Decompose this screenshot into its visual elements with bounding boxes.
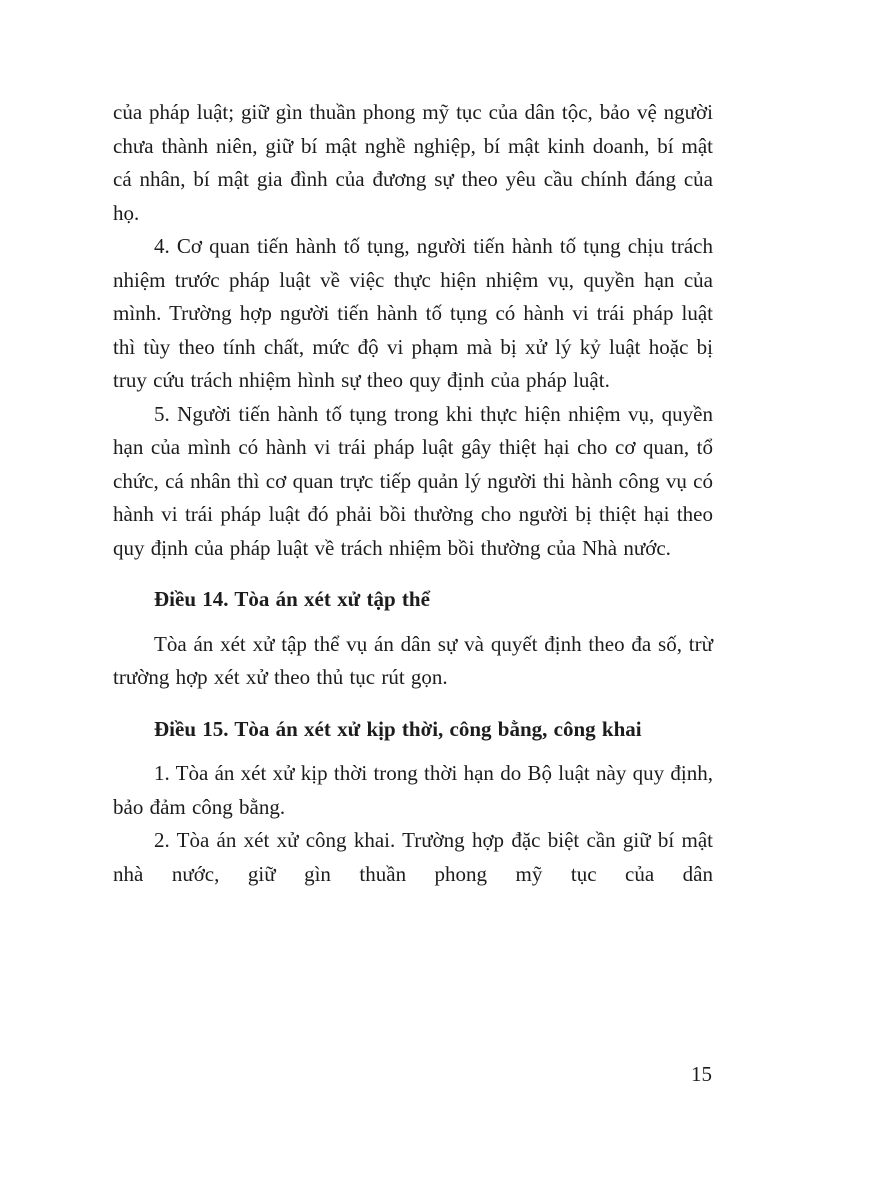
paragraph-dieu-14-body: Tòa án xét xử tập thể vụ án dân sự và quyết định theo đa số, trừ trường hợp xét xử theo thủ tục rút gọn. xyxy=(113,631,713,689)
text-content xyxy=(113,96,713,891)
paragraph-dieu-15-clause-2: 2. Tòa án xét xử công khai. Trường hợp đặc biệt cần giữ bí mật nhà nước, giữ gìn thuần phong mỹ tục của dân xyxy=(113,828,713,886)
paragraph-continuation: của pháp luật; giữ gìn thuần phong mỹ tục của dân tộc, bảo vệ người chưa thành niên, giữ bí mật nghề nghiệp, bí mật kinh doanh, bí mật cá nhân, bí mật gia đình của đương sự theo yêu cầu chính đáng của họ. xyxy=(113,100,713,225)
paragraph-clause-5: 5. Người tiến hành tố tụng trong khi thực hiện nhiệm vụ, quyền hạn của mình có hành vi trái pháp luật gây thiệt hại cho cơ quan, tổ chức, cá nhân thì cơ quan trực tiếp quản lý người thi hành công vụ có hành vi trái pháp luật đó phải bồi thường cho người bị thiệt hại theo quy định của pháp luật về trách nhiệm bồi thường của Nhà nước. xyxy=(113,401,713,560)
paragraph-clause-4: 4. Cơ quan tiến hành tố tụng, người tiến hành tố tụng chịu trách nhiệm trước pháp luật về việc thực hiện nhiệm vụ, quyền hạn của mình. Trường hợp người tiến hành tố tụng có hành vi trái pháp luật thì tùy theo tính chất, mức độ vi phạm mà bị xử lý kỷ luật hoặc bị truy cứu trách nhiệm hình sự theo quy định của pháp luật. xyxy=(113,234,713,392)
paragraph-dieu-15-clause-1: 1. Tòa án xét xử kịp thời trong thời hạn do Bộ luật này quy định, bảo đảm công bằng. xyxy=(113,761,713,819)
article-heading-dieu-15: Điều 15. Tòa án xét xử kịp thời, công bằng, công khai xyxy=(154,716,642,741)
article-heading-dieu-14: Điều 14. Tòa án xét xử tập thể xyxy=(154,587,430,611)
page-number: 15 xyxy=(691,1062,712,1086)
